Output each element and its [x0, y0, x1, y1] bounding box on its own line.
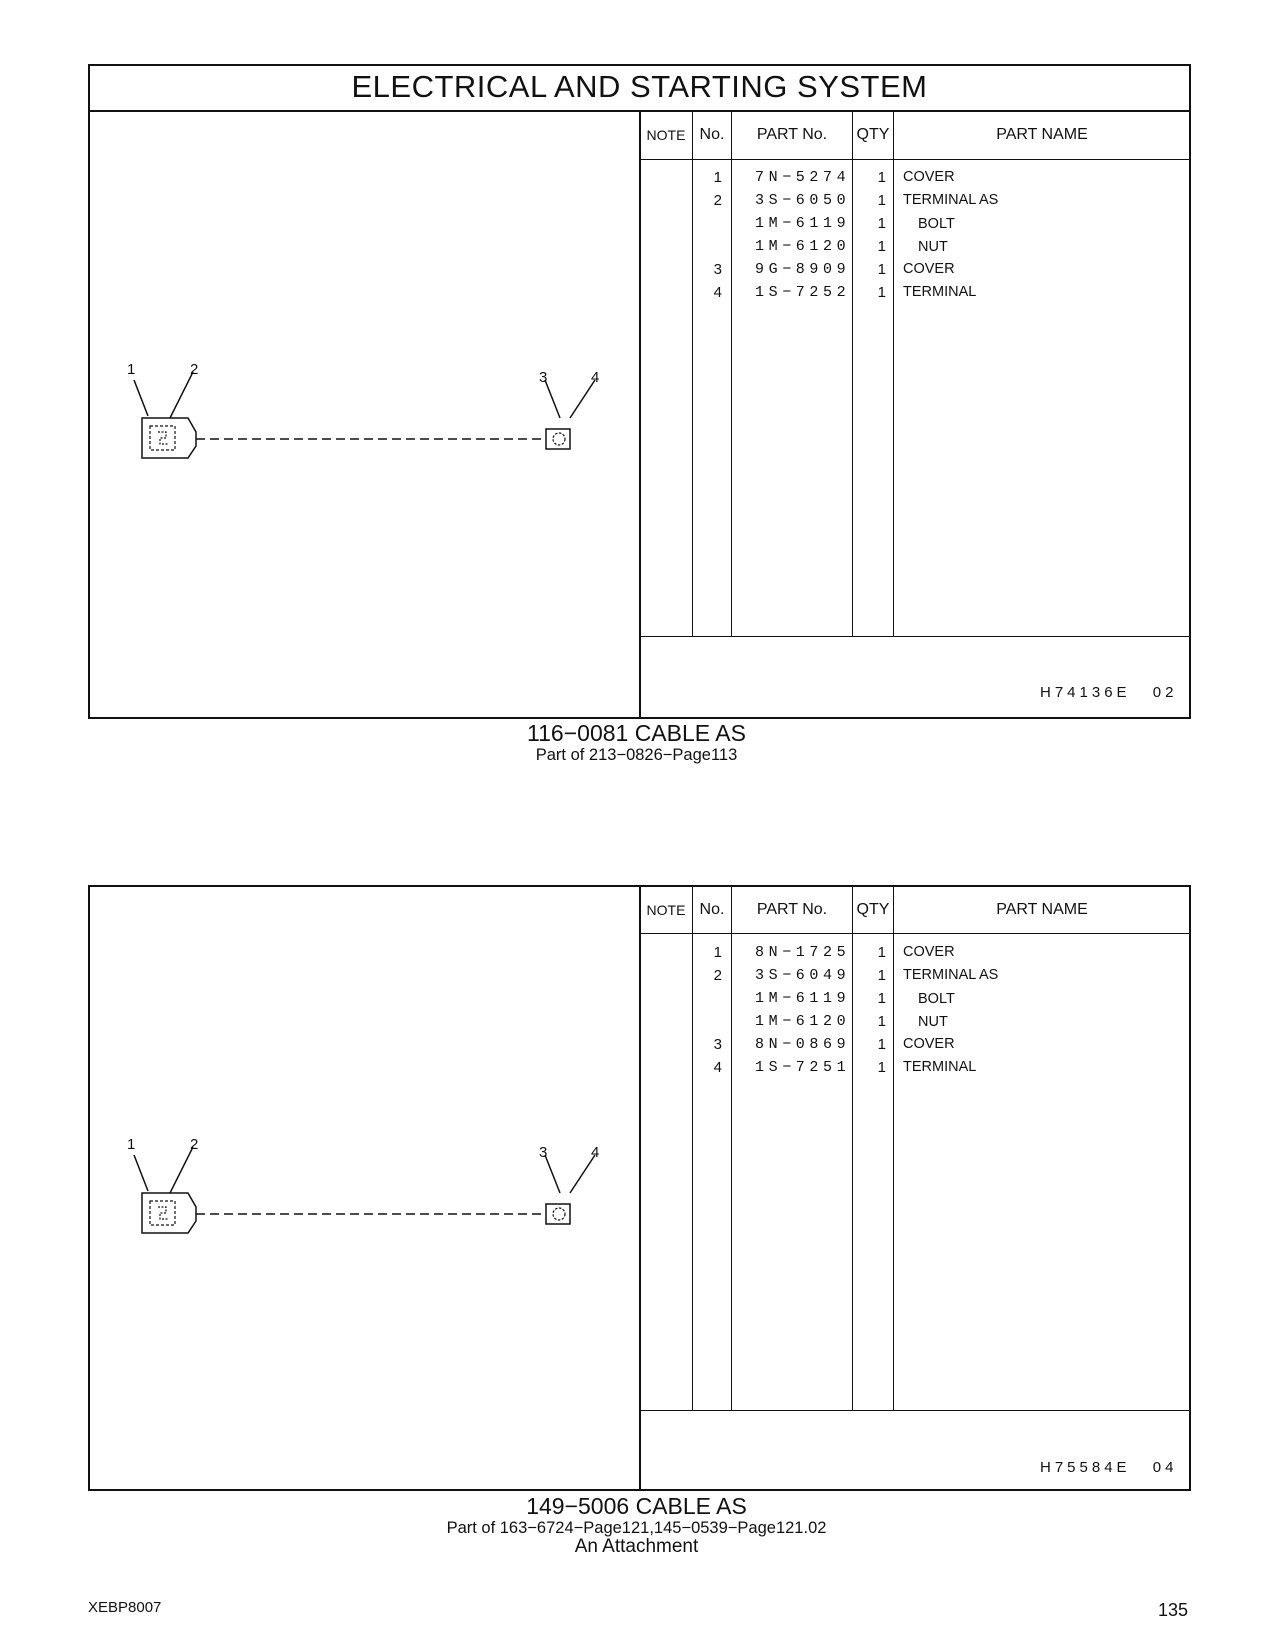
- part-name: TERMINAL AS: [903, 967, 999, 983]
- ref-revision: 02: [1152, 684, 1178, 701]
- item-number: [692, 1010, 722, 1033]
- quantity: 1: [877, 944, 886, 961]
- header-qty: QTY: [856, 126, 890, 143]
- illustration-ref-code: [1040, 1459, 1177, 1476]
- page-title: ELECTRICAL AND STARTING SYSTEM: [351, 69, 928, 104]
- part-number: 1M−6120: [755, 238, 851, 255]
- col-divider: [731, 111, 732, 636]
- part-name: BOLT: [918, 991, 955, 1007]
- part-number: 8N−0869: [755, 1036, 851, 1053]
- leader-line: [134, 1155, 148, 1191]
- part-name: COVER: [903, 1036, 955, 1052]
- item-number: 3: [713, 261, 722, 278]
- quantity: 1: [877, 967, 886, 984]
- terminal-shape: [546, 1204, 570, 1224]
- callout-4: 4: [591, 1144, 600, 1161]
- part-number: 3S−6050: [755, 192, 851, 209]
- callout-1: 1: [127, 361, 136, 378]
- assembly-caption: 116−0081 CABLE AS: [527, 720, 746, 746]
- header-part-no: PART No.: [756, 901, 828, 918]
- drawing-table-divider: [639, 886, 641, 1490]
- part-number: 9G−8909: [755, 261, 851, 278]
- item-number: 3: [713, 1036, 722, 1053]
- part-number: 8N−1725: [755, 944, 851, 961]
- header-qty: QTY: [856, 901, 890, 918]
- cable-illustration-2: [90, 887, 638, 1489]
- table-footer-rule: [640, 1410, 1190, 1411]
- part-name: BOLT: [918, 216, 955, 232]
- part-name: NUT: [918, 1014, 948, 1030]
- header-part-no: PART No.: [756, 126, 828, 143]
- quantity: 1: [877, 1013, 886, 1030]
- part-name: TERMINAL: [903, 1059, 977, 1075]
- table-header-rule: [640, 159, 1190, 160]
- part-number: 3S−6049: [755, 967, 851, 984]
- item-number: [692, 235, 722, 258]
- quantity: 1: [877, 192, 886, 209]
- col-divider: [893, 111, 894, 636]
- item-number: 2: [713, 192, 722, 209]
- table-header-rule: [640, 933, 1190, 934]
- quantity: 1: [877, 238, 886, 255]
- callout-2: 2: [190, 361, 199, 378]
- quantity: 1: [877, 990, 886, 1007]
- assembly-subcaption: Part of 213−0826−Page113: [535, 746, 738, 764]
- header-part-name: PART NAME: [996, 126, 1088, 143]
- header-no: No.: [699, 901, 725, 918]
- part-number: 1M−6119: [755, 990, 851, 1007]
- item-number: 1: [713, 169, 722, 186]
- item-number: [692, 212, 722, 235]
- cable-illustration-1: [90, 112, 638, 717]
- part-name: TERMINAL: [903, 284, 977, 300]
- ref-revision: 04: [1152, 1459, 1178, 1476]
- part-name: NUT: [918, 239, 948, 255]
- callout-4: 4: [591, 369, 600, 386]
- header-part-name: PART NAME: [996, 901, 1088, 918]
- part-name: COVER: [903, 169, 955, 185]
- col-divider: [893, 886, 894, 1410]
- part-number: 1M−6120: [755, 1013, 851, 1030]
- callout-3: 3: [539, 1144, 548, 1161]
- callout-3: 3: [539, 369, 548, 386]
- col-divider: [731, 886, 732, 1410]
- header-no: No.: [699, 126, 725, 143]
- illustration-ref-code: [1040, 684, 1177, 701]
- assembly-subcaption-2: An Attachment: [574, 1536, 699, 1557]
- ref-code: H74136E: [1040, 684, 1131, 701]
- leader-line: [134, 380, 148, 416]
- quantity: 1: [877, 261, 886, 278]
- part-number: 1S−7252: [755, 284, 851, 301]
- drawing-table-divider: [639, 111, 641, 718]
- page-number: 135: [1158, 1600, 1189, 1620]
- callout-2: 2: [190, 1136, 199, 1153]
- item-number: 2: [713, 967, 722, 984]
- quantity: 1: [877, 284, 886, 301]
- part-number: 1S−7251: [755, 1059, 851, 1076]
- assembly-caption: 149−5006 CABLE AS: [526, 1493, 747, 1519]
- quantity: 1: [877, 215, 886, 232]
- header-note: NOTE: [646, 127, 686, 143]
- leader-line: [170, 1147, 193, 1193]
- header-note: NOTE: [646, 902, 686, 918]
- part-number: 7N−5274: [755, 169, 851, 186]
- part-name: COVER: [903, 944, 955, 960]
- part-name: COVER: [903, 261, 955, 277]
- item-number: 1: [713, 944, 722, 961]
- leader-line: [170, 372, 193, 418]
- item-number: [692, 987, 722, 1010]
- assembly-subcaption: Part of 163−6724−Page121,145−0539−Page121.02: [446, 1519, 827, 1537]
- quantity: 1: [877, 169, 886, 186]
- table-footer-rule: [640, 636, 1190, 637]
- document-id: XEBP8007: [88, 1599, 162, 1616]
- item-number: 4: [713, 284, 722, 301]
- ref-code: H75584E: [1040, 1459, 1131, 1476]
- terminal-shape: [546, 429, 570, 449]
- callout-1: 1: [127, 1136, 136, 1153]
- quantity: 1: [877, 1036, 886, 1053]
- part-name: TERMINAL AS: [903, 192, 999, 208]
- item-number: 4: [713, 1059, 722, 1076]
- quantity: 1: [877, 1059, 886, 1076]
- part-number: 1M−6119: [755, 215, 851, 232]
